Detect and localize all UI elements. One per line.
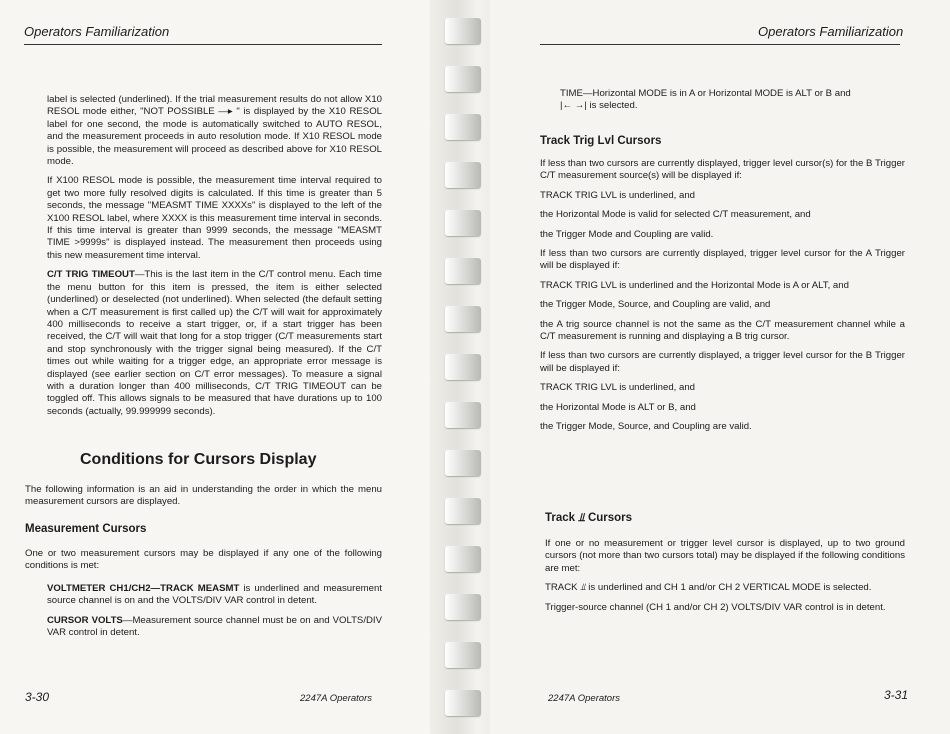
footer-title: 2247A Operators	[548, 693, 620, 704]
binding-coil	[445, 546, 481, 572]
binding-coil	[445, 594, 481, 620]
paragraph: If less than two cursors are currently displayed, trigger level cursor for the A Trigger will be displayed if:	[540, 248, 905, 272]
left-body-top	[47, 94, 382, 425]
section-title	[545, 512, 632, 525]
term-description: —This is the last item in the C/T control menu. Each time the menu button for this item is pressed, the item is either selected (underlined) or deselected (not underlined). When selected (the default setting when a C/T measurement is first called up) the C/T will wait for approximately 400 milliseconds to receive a start trigger, or, if a start trigger has been received, the C/T will wait that long for a stop trigger (C/T measurements start and stop synchronously with the trigger signal being measured). If the C/T times out while waiting for a trigger edge, an appropriate error message is displayed (see earlier section on C/T error messages). To measure a signal with a duration longer than 400 milliseconds, C/T TRIG TIMEOUT can be toggled off. This allows signals to be measured that have durations up to 100 seconds (actually, 99.999999 seconds).	[47, 269, 382, 417]
section-intro: The following information is an aid in understanding the order in which the menu measurement cursors are displayed.	[25, 484, 382, 508]
condition-item: the Horizontal Mode is ALT or B, and	[540, 401, 696, 413]
right-header: Operators Familiarization	[758, 24, 904, 39]
binding-coil	[445, 306, 481, 332]
paragraph: If less than two cursors are currently displayed, trigger level cursor(s) for the B Trigger C/T measurement source(s) will be displayed if:	[540, 158, 905, 182]
subsection-intro: One or two measurement cursors may be displayed if any one of the following conditions is met:	[25, 548, 382, 572]
condition-item: the Horizontal Mode is valid for selected C/T measurement, and	[540, 209, 811, 221]
binding-coil	[445, 450, 481, 476]
condition-item: Trigger-source channel (CH 1 and/or CH 2) VOLTS/DIV VAR control is in detent.	[545, 601, 886, 613]
binding-coil	[445, 18, 481, 44]
binding-coil	[445, 690, 481, 716]
condition-item: TRACK TRIG LVL is underlined, and	[540, 382, 695, 394]
section-body	[540, 158, 905, 441]
term: VOLTMETER CH1/CH2—TRACK MEASMT	[47, 583, 240, 594]
term-description: is underlined and CH 1 and/or CH 2 VERTICAL MODE is selected.	[588, 582, 872, 594]
section-title: Track Trig Lvl Cursors	[540, 135, 662, 147]
binding-coil	[445, 210, 481, 236]
paragraph: If less than two cursors are currently displayed, a trigger level cursor for the B Trigger will be displayed if:	[540, 350, 905, 374]
left-page	[0, 0, 455, 734]
paragraph: If X100 RESOL mode is possible, the measurement time interval required to get two more fully resolved digits is calculated. If this time is greater than 5 seconds, the message "MEASMT TIME XXXXs" is displayed to the left of the X100 RESOL label, where XXXX is this measurement time interval in seconds. If this time interval is greater than 9999 seconds, the message "MEASMT TIME >9999s" is displayed instead. The measurement then proceeds using this new measurement time interval.	[47, 175, 382, 261]
intro-line: |← →| is selected.	[560, 100, 638, 112]
condition-item	[47, 615, 382, 640]
ground-symbol-icon: ⫫	[580, 582, 586, 594]
condition-item: TRACK TRIG LVL is underlined, and	[540, 189, 695, 201]
condition-item: TRACK TRIG LVL is underlined and the Horizontal Mode is A or ALT, and	[540, 279, 849, 291]
condition-item	[47, 583, 382, 608]
binding-coil	[445, 66, 481, 92]
title-word: Cursors	[587, 512, 633, 524]
intro-line: TIME—Horizontal MODE is in A or Horizontal MODE is ALT or B and	[560, 88, 851, 99]
condition-item: the A trig source channel is not the same as the C/T measurement channel while a C/T measurement is running and displaying a B trig cursor.	[540, 318, 905, 343]
condition-item	[545, 582, 905, 594]
paragraph	[47, 269, 382, 418]
binding-coil	[445, 498, 481, 524]
binding-coil	[445, 402, 481, 428]
page-number: 3-31	[884, 688, 909, 702]
condition-item: the Trigger Mode, Source, and Coupling are valid.	[540, 421, 752, 433]
binding-coil	[445, 162, 481, 188]
right-page	[490, 0, 950, 734]
term-description: —Measurement source channel must be on and VOLTS/DIV VAR control in detent.	[47, 614, 382, 639]
paragraph: If one or no measurement or trigger level cursor is displayed, up to two ground cursors (not more than two cursors total) may be displayed if the following conditions are met:	[545, 538, 905, 574]
binding-coil	[445, 354, 481, 380]
cursor-conditions	[47, 583, 382, 647]
ground-symbol-icon: ⫫	[578, 512, 585, 524]
section-body	[545, 538, 905, 621]
section-title: Conditions for Cursors Display	[80, 451, 317, 468]
term: TRACK	[545, 582, 578, 594]
condition-item: the Trigger Mode, Source, and Coupling are valid, and	[540, 299, 771, 311]
term: CURSOR VOLTS	[47, 614, 123, 626]
title-word: Track	[545, 512, 576, 524]
footer-title: 2247A Operators	[300, 693, 372, 704]
paragraph: label is selected (underlined). If the trial measurement results do not allow X10 RESOL mode either, "NOT POSSIBLE ―▸ " is displayed by the X10 RESOL label for one second, the mode is automatically switched to AUTO RESOL, and the measurement proceeds in auto resolution mode. If X10 RESOL mode is possible, the measurement will proceed as described above for X10 RESOL mode.	[47, 94, 382, 168]
binding-coil	[445, 258, 481, 284]
right-header-rule	[540, 44, 900, 45]
page-number: 3-30	[25, 690, 50, 704]
intro-block	[560, 88, 905, 113]
left-header-rule	[24, 44, 382, 45]
term: C/T TRIG TIMEOUT	[47, 269, 135, 281]
condition-item: the Trigger Mode and Coupling are valid.	[540, 228, 714, 240]
binding-coil	[445, 642, 481, 668]
left-header: Operators Familiarization	[24, 24, 170, 39]
term-description: is underlined and measurement source channel is on and the VOLTS/DIV VAR control in detent.	[47, 583, 382, 607]
subsection-title: Measurement Cursors	[25, 523, 147, 535]
binding-coil	[445, 114, 481, 140]
